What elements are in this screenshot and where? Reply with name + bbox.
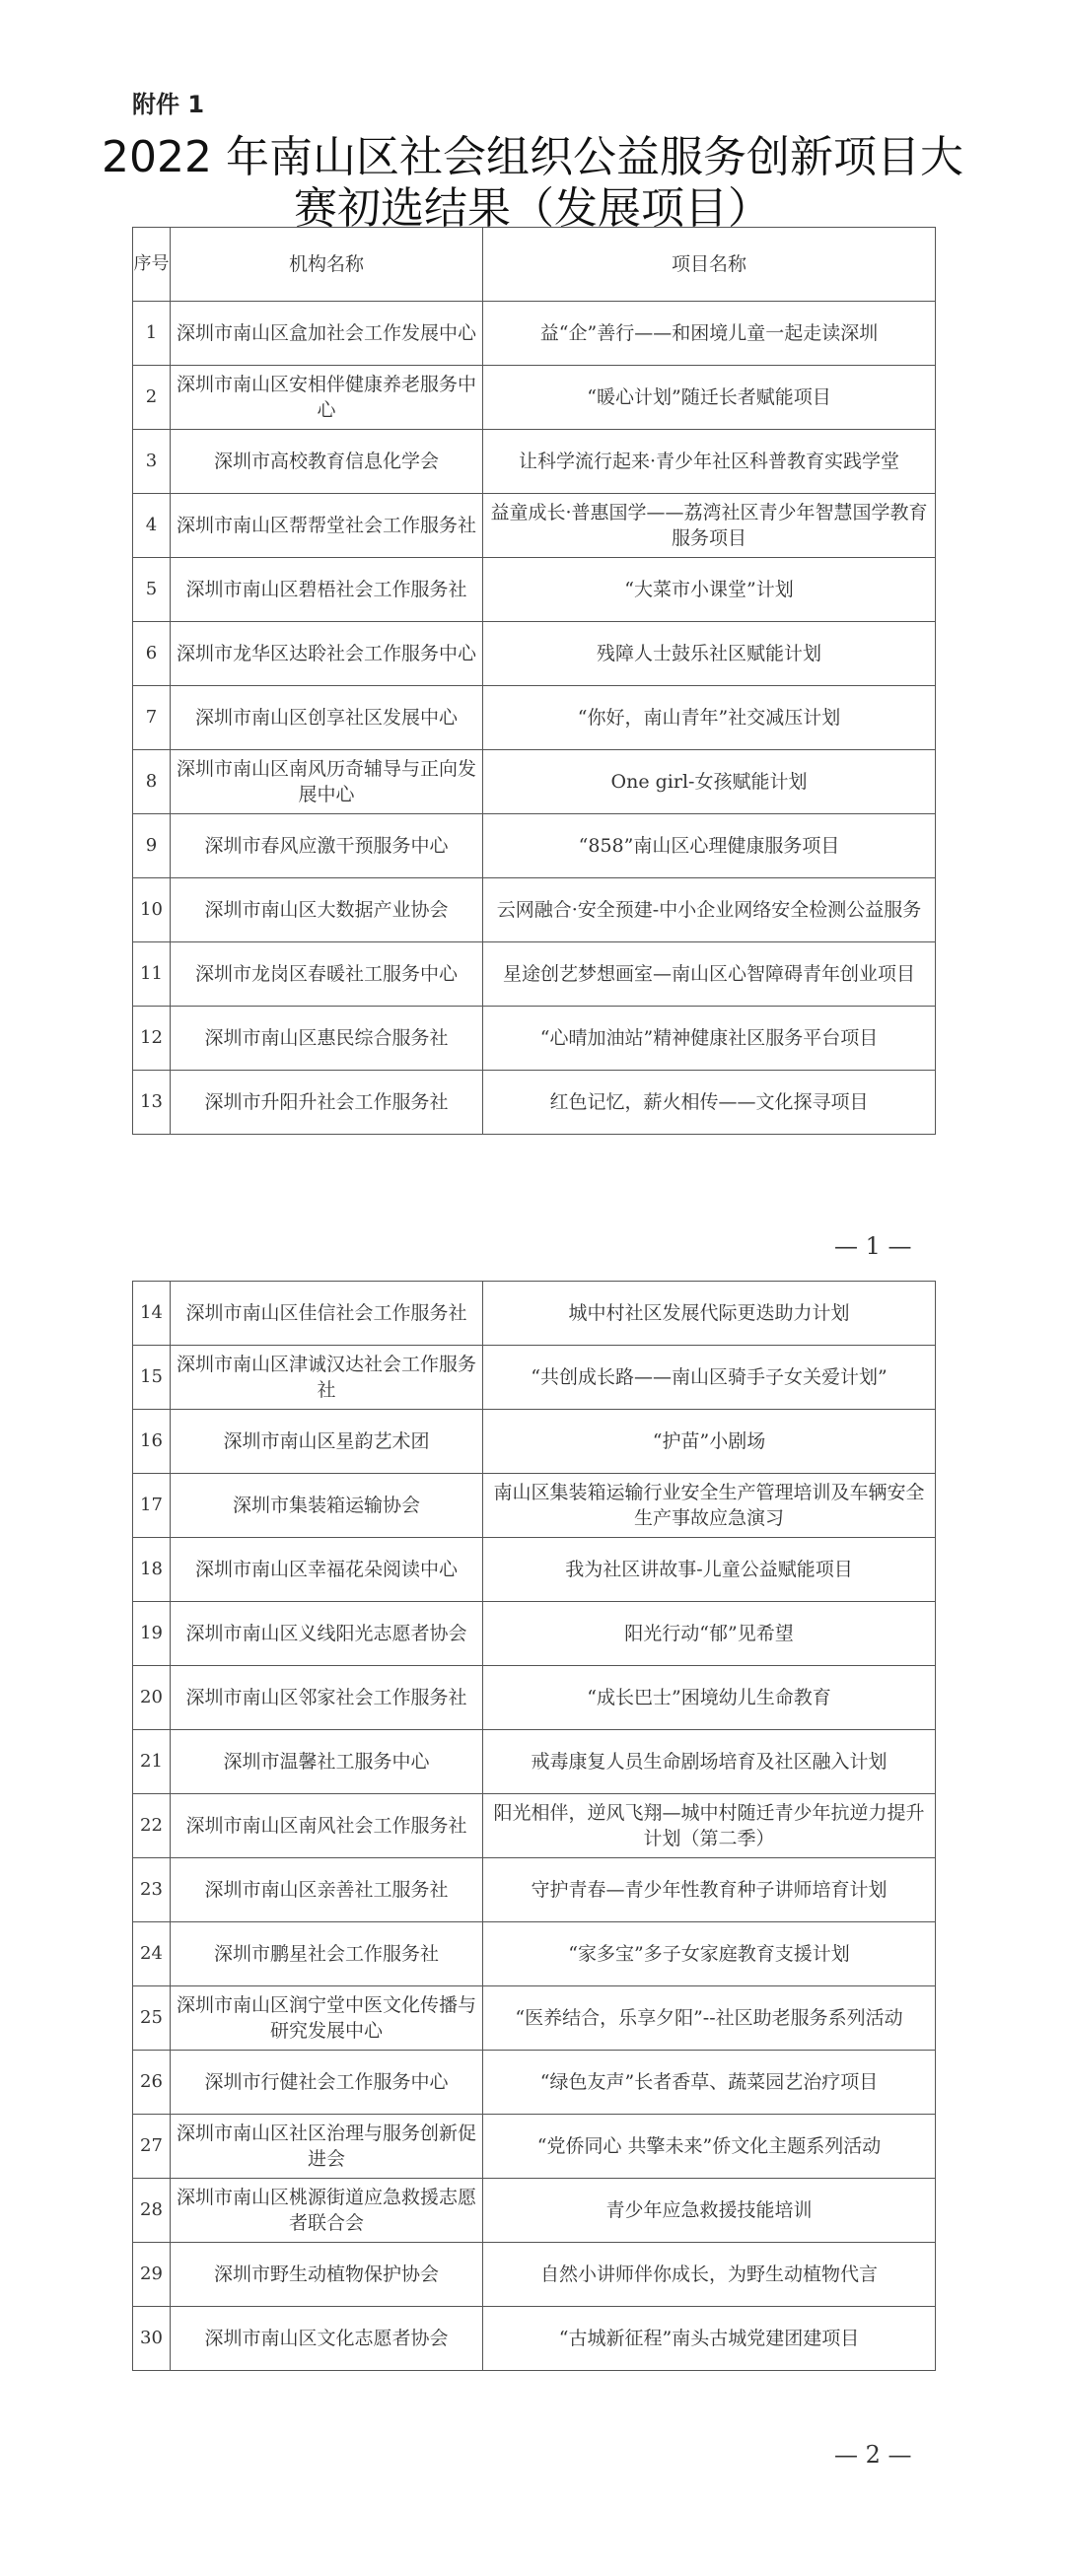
cell-project: “党侨同心 共擎未来”侨文化主题系列活动	[483, 2115, 936, 2179]
cell-project: “你好，南山青年”社交减压计划	[483, 686, 936, 750]
cell-org: 深圳市南山区佳信社会工作服务社	[171, 1282, 483, 1346]
cell-project: “医养结合，乐享夕阳”--社区助老服务系列活动	[483, 1986, 936, 2051]
table-row	[133, 1986, 936, 2051]
table-row	[133, 366, 936, 430]
table-row	[133, 814, 936, 878]
cell-project: 我为社区讲故事-儿童公益赋能项目	[483, 1538, 936, 1602]
cell-seq: 18	[133, 1538, 171, 1602]
cell-seq: 5	[133, 558, 171, 622]
cell-org: 深圳市南山区邻家社会工作服务社	[171, 1666, 483, 1730]
results-table-page-2	[132, 1281, 936, 2371]
cell-seq: 29	[133, 2243, 171, 2307]
cell-org: 深圳市南山区帮帮堂社会工作服务社	[171, 494, 483, 558]
cell-org: 深圳市高校教育信息化学会	[171, 430, 483, 494]
cell-project: 城中村社区发展代际更迭助力计划	[483, 1282, 936, 1346]
cell-seq: 15	[133, 1346, 171, 1410]
cell-seq: 2	[133, 366, 171, 430]
cell-seq: 11	[133, 942, 171, 1007]
cell-org: 深圳市鹏星社会工作服务社	[171, 1922, 483, 1986]
table-row	[133, 622, 936, 686]
cell-project: 云网融合·安全预建-中小企业网络安全检测公益服务	[483, 878, 936, 942]
cell-seq: 26	[133, 2051, 171, 2115]
table-row	[133, 302, 936, 366]
cell-org: 深圳市南山区桃源街道应急救援志愿者联合会	[171, 2179, 483, 2243]
cell-seq: 23	[133, 1858, 171, 1922]
cell-project: 星途创艺梦想画室—南山区心智障碍青年创业项目	[483, 942, 936, 1007]
cell-org: 深圳市南山区社区治理与服务创新促进会	[171, 2115, 483, 2179]
cell-project: “858”南山区心理健康服务项目	[483, 814, 936, 878]
cell-project: 自然小讲师伴你成长，为野生动植物代言	[483, 2243, 936, 2307]
cell-seq: 22	[133, 1794, 171, 1858]
cell-org: 深圳市南山区亲善社工服务社	[171, 1858, 483, 1922]
cell-project: “暖心计划”随迁长者赋能项目	[483, 366, 936, 430]
table-row	[133, 750, 936, 814]
cell-seq: 25	[133, 1986, 171, 2051]
cell-project: 红色记忆，薪火相传——文化探寻项目	[483, 1071, 936, 1135]
table-row	[133, 942, 936, 1007]
cell-project: “大菜市小课堂”计划	[483, 558, 936, 622]
cell-project: “古城新征程”南头古城党建团建项目	[483, 2307, 936, 2371]
cell-project: 南山区集装箱运输行业安全生产管理培训及车辆安全生产事故应急演习	[483, 1474, 936, 1538]
cell-seq: 17	[133, 1474, 171, 1538]
cell-project: “家多宝”多子女家庭教育支援计划	[483, 1922, 936, 1986]
cell-seq: 24	[133, 1922, 171, 1986]
cell-org: 深圳市南山区盒加社会工作发展中心	[171, 302, 483, 366]
cell-org: 深圳市升阳升社会工作服务社	[171, 1071, 483, 1135]
cell-project: 阳光行动“郁”见希望	[483, 1602, 936, 1666]
table-row	[133, 1666, 936, 1730]
cell-org: 深圳市春风应激干预服务中心	[171, 814, 483, 878]
cell-project: 阳光相伴，逆风飞翔—城中村随迁青少年抗逆力提升计划（第二季）	[483, 1794, 936, 1858]
cell-seq: 7	[133, 686, 171, 750]
cell-seq: 27	[133, 2115, 171, 2179]
cell-project: 青少年应急救援技能培训	[483, 2179, 936, 2243]
cell-project: “护苗”小剧场	[483, 1410, 936, 1474]
table-row	[133, 1410, 936, 1474]
table-row	[133, 1538, 936, 1602]
cell-project: 让科学流行起来·青少年社区科普教育实践学堂	[483, 430, 936, 494]
cell-seq: 16	[133, 1410, 171, 1474]
cell-seq: 1	[133, 302, 171, 366]
header-seq: 序号	[133, 228, 171, 302]
table-row	[133, 2179, 936, 2243]
cell-org: 深圳市行健社会工作服务中心	[171, 2051, 483, 2115]
table-row	[133, 494, 936, 558]
header-org: 机构名称	[171, 228, 483, 302]
cell-org: 深圳市南山区创享社区发展中心	[171, 686, 483, 750]
cell-org: 深圳市南山区润宁堂中医文化传播与研究发展中心	[171, 1986, 483, 2051]
cell-project: One girl-女孩赋能计划	[483, 750, 936, 814]
cell-project: 守护青春—青少年性教育种子讲师培育计划	[483, 1858, 936, 1922]
table-row	[133, 1474, 936, 1538]
cell-org: 深圳市温馨社工服务中心	[171, 1730, 483, 1794]
cell-project: “绿色友声”长者香草、蔬菜园艺治疗项目	[483, 2051, 936, 2115]
table-row	[133, 878, 936, 942]
cell-seq: 13	[133, 1071, 171, 1135]
cell-project: 残障人士鼓乐社区赋能计划	[483, 622, 936, 686]
cell-seq: 28	[133, 2179, 171, 2243]
cell-org: 深圳市南山区碧梧社会工作服务社	[171, 558, 483, 622]
cell-seq: 8	[133, 750, 171, 814]
table-row	[133, 686, 936, 750]
table-row	[133, 430, 936, 494]
results-table-page-1	[132, 227, 936, 1135]
cell-org: 深圳市南山区惠民综合服务社	[171, 1007, 483, 1071]
cell-project: 益“企”善行——和困境儿童一起走读深圳	[483, 302, 936, 366]
cell-seq: 20	[133, 1666, 171, 1730]
table-row	[133, 2051, 936, 2115]
cell-seq: 3	[133, 430, 171, 494]
table-header-row	[133, 228, 936, 302]
cell-org: 深圳市南山区大数据产业协会	[171, 878, 483, 942]
table-row	[133, 1922, 936, 1986]
cell-seq: 9	[133, 814, 171, 878]
cell-project: 益童成长·普惠国学——荔湾社区青少年智慧国学教育服务项目	[483, 494, 936, 558]
cell-org: 深圳市集装箱运输协会	[171, 1474, 483, 1538]
table-row	[133, 1794, 936, 1858]
cell-seq: 10	[133, 878, 171, 942]
cell-seq: 4	[133, 494, 171, 558]
attachment-label: 附件 1	[132, 91, 205, 118]
table-row	[133, 558, 936, 622]
cell-org: 深圳市南山区义线阳光志愿者协会	[171, 1602, 483, 1666]
cell-org: 深圳市南山区安相伴健康养老服务中心	[171, 366, 483, 430]
table-row	[133, 2115, 936, 2179]
document-title-line-1: 2022 年南山区社会组织公益服务创新项目大	[102, 132, 963, 182]
cell-project: “心晴加油站”精神健康社区服务平台项目	[483, 1007, 936, 1071]
page-number-2: — 2 —	[834, 2441, 912, 2469]
cell-seq: 21	[133, 1730, 171, 1794]
cell-seq: 30	[133, 2307, 171, 2371]
cell-org: 深圳市南山区幸福花朵阅读中心	[171, 1538, 483, 1602]
cell-org: 深圳市龙华区达聆社会工作服务中心	[171, 622, 483, 686]
table-row	[133, 1346, 936, 1410]
cell-org: 深圳市南山区文化志愿者协会	[171, 2307, 483, 2371]
cell-org: 深圳市野生动植物保护协会	[171, 2243, 483, 2307]
table-row	[133, 1282, 936, 1346]
cell-seq: 6	[133, 622, 171, 686]
document-title-line-2: 赛初选结果（发展项目）	[294, 183, 771, 234]
table-row	[133, 1858, 936, 1922]
cell-seq: 14	[133, 1282, 171, 1346]
table-row	[133, 2307, 936, 2371]
cell-org: 深圳市南山区津诚汉达社会工作服务社	[171, 1346, 483, 1410]
cell-org: 深圳市南山区南风历奇辅导与正向发展中心	[171, 750, 483, 814]
table-row	[133, 1071, 936, 1135]
cell-org: 深圳市龙岗区春暖社工服务中心	[171, 942, 483, 1007]
cell-seq: 12	[133, 1007, 171, 1071]
table-row	[133, 1730, 936, 1794]
cell-project: “共创成长路——南山区骑手子女关爱计划”	[483, 1346, 936, 1410]
table-row	[133, 1007, 936, 1071]
table-row	[133, 2243, 936, 2307]
cell-org: 深圳市南山区星韵艺术团	[171, 1410, 483, 1474]
cell-org: 深圳市南山区南风社会工作服务社	[171, 1794, 483, 1858]
cell-project: 戒毒康复人员生命剧场培育及社区融入计划	[483, 1730, 936, 1794]
table-row	[133, 1602, 936, 1666]
cell-seq: 19	[133, 1602, 171, 1666]
cell-project: “成长巴士”困境幼儿生命教育	[483, 1666, 936, 1730]
header-project: 项目名称	[483, 228, 936, 302]
page-number-1: — 1 —	[834, 1232, 912, 1260]
